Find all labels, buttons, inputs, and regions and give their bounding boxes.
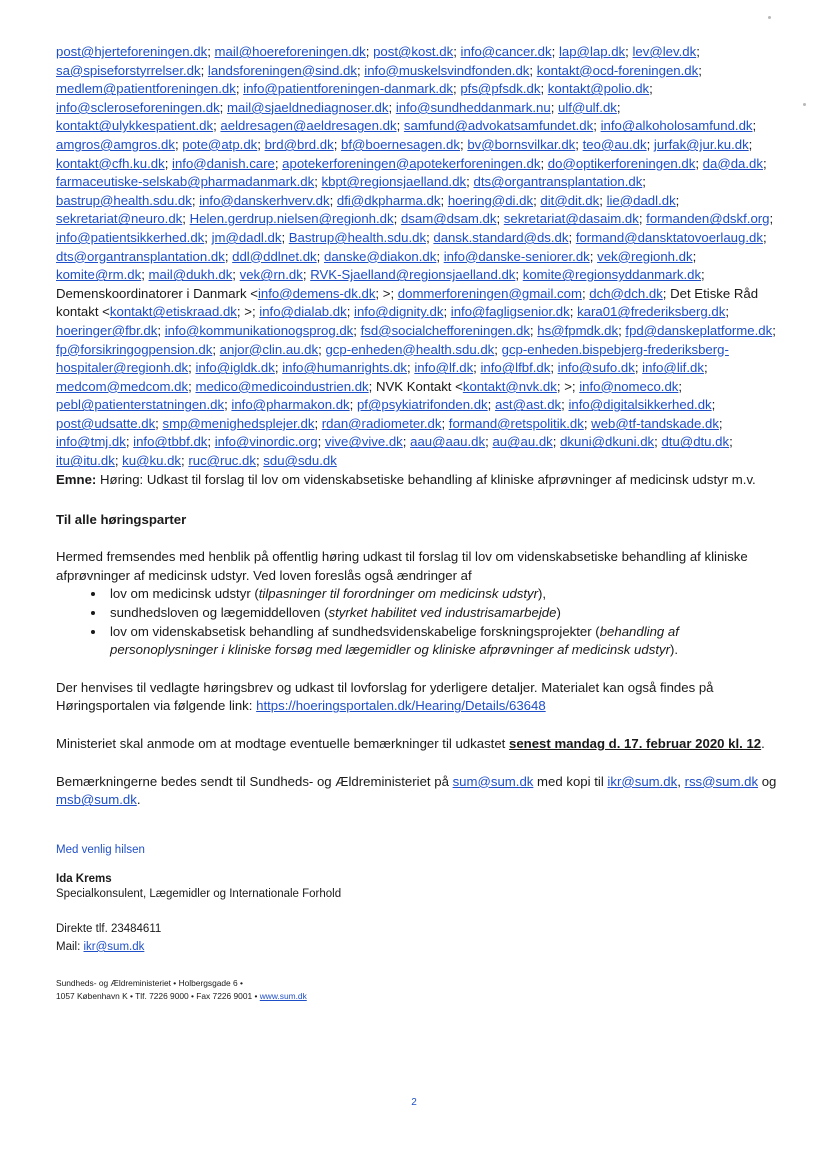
signer-mail: Mail: ikr@sum.dk [56,940,145,953]
recipient-email-link[interactable]: dtu@dtu.dk [661,434,730,450]
signer-name: Ida Krems [56,872,112,885]
subject-label: Emne: [56,471,97,487]
recipient-email-link[interactable]: kontakt@ulykkespatient.dk [56,118,214,134]
letter-page [56,43,778,1003]
recipient-email-link[interactable]: post@kost.dk [373,44,454,59]
recipient-email-link[interactable]: fp@forsikringogpension.dk [56,341,213,357]
recipient-email-link[interactable]: info@vinordic.org [214,434,318,450]
recipient-email-link[interactable]: web@tf-tandskade.dk [591,415,719,431]
recipient-email-link[interactable]: info@patientsikkerhed.dk [56,229,205,245]
list-item: • sundhedsloven og lægemiddelloven (styrket habilitet ved industrisamarbejde) [106,604,778,623]
intro-paragraph: Hermed fremsendes med henblik på offentlig høring udkast til forslag til lov om videnskabsetiske behandling af kliniske afprøvninger af medicinsk udstyr. Ved loven foreslås også ændringer af [56,549,748,583]
ikr-email-link[interactable]: ikr@sum.dk [607,773,678,789]
recipient-email-link[interactable]: info@kommunikationogsprog.dk [164,322,354,338]
recipient-email-link[interactable]: samfund@advokatsamfundet.dk [403,118,594,134]
recipient-email-link[interactable]: mail@sjaeldnediagnoser.dk [227,99,389,115]
recipient-email-link[interactable]: info@digitalsikkerhed.dk [568,397,712,413]
recipient-email-link[interactable]: komite@regionsyddanmark.dk [522,267,702,283]
recipient-email-link[interactable]: Helen.gerdrup.nielsen@regionh.dk [189,211,394,227]
recipient-email-link[interactable]: ast@ast.dk [494,397,562,413]
recipient-email-link[interactable]: vek@regionh.dk [597,248,693,264]
recipient-email-link[interactable]: smp@menighedsplejer.dk [162,415,315,431]
recipient-email-link[interactable]: kontakt@ocd-foreningen.dk [536,62,699,78]
recipient-email-link[interactable]: jm@dadl.dk [211,229,282,245]
reference-paragraph: Der henvises til vedlagte høringsbrev og udkast til lovforslag for yderligere detaljer. Materialet kan også findes på Høringsportalen via følgende link: https://hoeringsportalen.dk/Hearing/Details/63648 [56,679,714,714]
ministry-footer: Sundheds- og Ældreministeriet • Holbergsgade 6 • 1057 København K • Tlf. 7226 9000 • Fax 7226 9001 • www.sum.dk [56,977,307,1001]
list-item: • lov om medicinsk udstyr (tilpasninger til forordninger om medicinsk udstyr), [106,585,778,604]
recipient-email-link[interactable]: info@dignity.dk [354,304,444,320]
recipient-email-link[interactable]: komite@rm.dk [56,267,142,283]
recipient-email-link[interactable]: gcp-enheden@health.sdu.dk [325,341,495,357]
recipient-email-link[interactable]: apotekerforeningen@apotekerforeningen.dk [282,155,541,171]
recipient-email-link[interactable]: fpd@danskeplatforme.dk [625,322,773,338]
recipient-email-link[interactable]: mail@hoereforeningen.dk [214,44,366,59]
recipient-email-link[interactable]: dts@organtransplantation.dk [56,248,225,264]
recipient-email-link[interactable]: medcom@medcom.dk [56,378,189,394]
recipient-email-link[interactable]: sekretariat@dasaim.dk [503,211,639,227]
page-number: 2 [411,1097,417,1108]
recipient-email-link[interactable]: info@pharmakon.dk [231,397,350,413]
recipient-email-link[interactable]: formand@retspolitik.dk [448,415,584,431]
recipient-email-link[interactable]: lie@dadl.dk [606,192,676,208]
recipient-email-link[interactable]: anjor@clin.au.dk [219,341,319,357]
recipient-email-link[interactable]: dch@dch.dk [589,285,663,301]
recipient-email-link[interactable]: ddl@ddlnet.dk [232,248,317,264]
recipient-email-link[interactable]: info@lf.dk [414,360,474,376]
submission-paragraph: Bemærkningerne bedes sendt til Sundheds- og Ældreministeriet på sum@sum.dk med kopi til ikr@sum.dk, rss@sum.dk og msb@sum.dk. [56,773,777,808]
recipient-email-link[interactable]: do@optikerforeningen.dk [547,155,696,171]
signer-email-link[interactable]: ikr@sum.dk [83,940,145,953]
recipient-email-link[interactable]: bf@boernesagen.dk [341,136,460,152]
recipient-email-link[interactable]: gcp-enheden.bispebjerg-frederiksberg-hospitaler@regionh.dk [56,341,729,376]
recipient-email-link[interactable]: info@danish.care [172,155,275,171]
recipient-email-link[interactable]: RVK-Sjaelland@regionsjaelland.dk [310,267,516,283]
recipient-email-link[interactable]: info@sundheddanmark.nu [395,99,551,115]
recipient-email-link[interactable]: info@sufo.dk [557,360,635,376]
recipient-email-link[interactable]: pote@atp.dk [182,136,258,152]
recipient-email-link[interactable]: lev@lev.dk [632,44,697,59]
recipient-email-link[interactable]: kontakt@nvk.dk [462,378,557,394]
recipient-email-link[interactable]: sa@spiseforstyrrelser.dk [56,62,201,78]
recipient-email-link[interactable]: landsforeningen@sind.dk [207,62,357,78]
recipient-email-link[interactable]: dts@organtransplantation.dk [473,174,643,190]
recipient-email-link[interactable]: info@nomeco.dk [579,378,679,394]
recipient-email-link[interactable]: info@patientforeningen-danmark.dk [243,81,454,97]
recipient-email-link[interactable]: da@da.dk [702,155,763,171]
recipient-email-link[interactable]: medico@medicoindustrien.dk [195,378,369,394]
list-item: • lov om videnskabsetisk behandling af sundhedsvidenskabelige forskningsprojekter (behandling af personoplysninger i kliniske forsøg med lægemidler og kliniske afprøvninger af medicinsk udstyr). [106,623,778,660]
recipient-email-link[interactable]: hs@fpmdk.dk [537,322,619,338]
recipient-email-link[interactable]: dfi@dkpharma.dk [336,192,441,208]
recipient-email-link[interactable]: bv@bornsvilkar.dk [467,136,576,152]
recipient-email-link[interactable]: dit@dit.dk [540,192,600,208]
recipient-email-link[interactable]: info@demens-dk.dk [257,285,376,301]
sum-email-link[interactable]: sum@sum.dk [452,773,534,789]
recipient-email-link[interactable]: pfs@pfsdk.dk [460,81,541,97]
recipient-email-link[interactable]: kontakt@polio.dk [547,81,650,97]
recipient-email-link[interactable]: ulf@ulf.dk [558,99,617,115]
recipient-email-link[interactable]: kontakt@cfh.ku.dk [56,155,165,171]
recipient-email-link[interactable]: farmaceutiske-selskab@pharmadanmark.dk [56,174,315,190]
recipient-email-link[interactable]: hoering@di.dk [447,192,534,208]
recipient-email-link[interactable]: kbpt@regionsjaelland.dk [321,174,467,190]
recipient-email-link[interactable]: danske@diakon.dk [323,248,437,264]
rss-email-link[interactable]: rss@sum.dk [684,773,759,789]
recipient-email-link[interactable]: vek@rn.dk [239,267,303,283]
recipient-email-link[interactable]: kara01@frederiksberg.dk [577,304,726,320]
recipient-email-link[interactable]: info@tbbf.dk [133,434,208,450]
recipient-email-link[interactable]: info@danske-seniorer.dk [443,248,590,264]
recipient-email-link[interactable]: info@lfbf.dk [480,360,551,376]
recipient-email-link[interactable]: rdan@radiometer.dk [321,415,442,431]
recipient-email-link[interactable]: bastrup@health.sdu.dk [56,192,192,208]
recipient-email-link[interactable]: info@igldk.dk [195,360,275,376]
recipient-email-link[interactable]: info@scleroseforeningen.dk [56,99,220,115]
recipient-email-link[interactable]: Bastrup@health.sdu.dk [288,229,427,245]
recipient-email-link[interactable]: brd@brd.dk [264,136,334,152]
recipient-email-link[interactable]: info@fagligsenior.dk [450,304,570,320]
signer-phone: Direkte tlf. 23484611 [56,922,162,935]
recipient-label: Det Etiske Råd kontakt < [56,285,759,320]
recipient-email-link[interactable]: info@muskelsvindfonden.dk [364,62,530,78]
recipient-email-link[interactable]: dommerforeningen@gmail.com [397,285,582,301]
hearing-portal-link[interactable]: https://hoeringsportalen.dk/Hearing/Details/63648 [256,698,546,714]
recipient-email-link[interactable]: dkuni@dkuni.dk [560,434,655,450]
recipient-label: > [244,304,252,320]
msb-email-link[interactable]: msb@sum.dk [56,792,137,808]
recipient-label: > [564,378,572,394]
recipient-email-link[interactable]: info@lif.dk [642,360,704,376]
recipient-email-link[interactable]: kontakt@etiskraad.dk [109,304,237,320]
recipient-email-link[interactable]: formanden@dskf.org [646,211,770,227]
recipient-email-link[interactable]: itu@itu.dk [56,453,115,469]
recipient-email-link[interactable]: info@dialab.dk [259,304,347,320]
closing-greeting: Med venlig hilsen [56,843,145,856]
recipient-email-link[interactable]: teo@au.dk [582,136,647,152]
recipient-email-link[interactable]: au@au.dk [492,434,553,450]
recipient-label: NVK Kontakt < [375,378,463,394]
recipient-email-link[interactable]: aeldresagen@aeldresagen.dk [220,118,397,134]
recipient-label: > [382,285,391,301]
recipient-email-link[interactable]: info@tmj.dk [56,434,126,450]
recipient-email-link[interactable]: lap@lap.dk [558,44,626,59]
recipient-email-link[interactable]: post@udsatte.dk [56,415,156,431]
subject-line [56,471,778,490]
recipient-email-link[interactable]: aau@aau.dk [410,434,486,450]
signer-title: Specialkonsulent, Lægemidler og Internationale Forhold [56,887,342,900]
recipient-email-link[interactable]: sekretariat@neuro.dk [56,211,183,227]
recipient-email-link[interactable]: info@alkoholosamfund.dk [600,118,753,134]
recipient-email-link[interactable]: post@hjerteforeningen.dk [56,44,208,59]
recipient-list: post@hjerteforeningen.dk; mail@hoereforeningen.dk; post@kost.dk; info@cancer.dk; lap@lap.dk; lev@lev.dk; sa@spiseforstyrrelser.dk; landsforeningen@sind.dk; info@muskelsvindfonden.dk; kontakt@ocd-foreningen.dk; medlem@patientforeningen.dk; info@patientforeningen-danmark.dk; pfs@pfsdk.dk; kontakt@polio.dk; info@scleroseforeningen.dk; mail@sjaeldnediagnoser.dk; info@sundheddanmark.nu; ulf@ulf.dk; kontakt@ulykkespatient.dk; aeldresagen@aeldresagen.dk; samfund@advokatsamfundet.dk; info@alkoholosamfund.dk; amgros@amgros.dk; pote@atp.dk; brd@brd.dk; bf@boernesagen.dk; bv@bornsvilkar.dk; teo@au.dk; jurfak@jur.ku.dk; kontakt@cfh.ku.dk; info@danish.care; apotekerforeningen@apotekerforeningen.dk; do@optikerforeningen.dk; da@da.dk; farmaceutiske-selskab@pharmadanmark.dk; kbpt@regionsjaelland.dk; dts@organtransplantation.dk; bastrup@health.sdu.dk; info@danskerhverv.dk; dfi@dkpharma.dk; hoering@di.dk; dit@dit.dk; lie@dadl.dk; sekretariat@neuro.dk; Helen.gerdrup.nielsen@regionh.dk; dsam@dsam.dk; sekretariat@dasaim.dk; formanden@dskf.org; info@patientsikkerhed.dk; jm@dadl.dk; Bastrup@health.sdu.dk; dansk.standard@ds.dk; formand@dansktatovoerlaug.dk; dts@organtransplantation.dk; ddl@ddlnet.dk; danske@diakon.dk; info@danske-seniorer.dk; vek@regionh.dk; komite@rm.dk; mail@dukh.dk; vek@rn.dk; RVK-Sjaelland@regionsjaelland.dk; komite@regionsyddanmark.dk; Demenskoordinatorer i Danmark <info@demens-dk.dk; >; dommerforeningen@gmail.com; dch@dch.dk; Det Etiske Råd kontakt <kontakt@etiskraad.dk; >; info@dialab.dk; info@dignity.dk; info@fagligsenior.dk; kara01@frederiksberg.dk; hoeringer@fbr.dk; info@kommunikationogsprog.dk; fsd@socialchefforeningen.dk; hs@fpmdk.dk; fpd@danskeplatforme.dk; fp@forsikringogpension.dk; anjor@clin.au.dk; gcp-enheden@health.sdu.dk; gcp-enheden.bispebjerg-frederiksberg-hospitaler@regionh.dk; info@igldk.dk; info@humanrights.dk; info@lf.dk; info@lfbf.dk; info@sufo.dk; info@lif.dk; medcom@medcom.dk; medico@medicoindustrien.dk; NVK Kontakt <kontakt@nvk.dk; >; info@nomeco.dk; pebl@patienterstatningen.dk; info@pharmakon.dk; pf@psykiatrifonden.dk; ast@ast.dk; info@digitalsikkerhed.dk; post@udsatte.dk; smp@menighedsplejer.dk; rdan@radiometer.dk; formand@retspolitik.dk; web@tf-tandskade.dk; info@tmj.dk; info@tbbf.dk; info@vinordic.org; vive@vive.dk; aau@aau.dk; au@au.dk; dkuni@dkuni.dk; dtu@dtu.dk; itu@itu.dk; ku@ku.dk; ruc@ruc.dk; sdu@sdu.dk [56,44,776,469]
recipient-email-link[interactable]: dansk.standard@ds.dk [433,229,569,245]
recipient-email-link[interactable]: ruc@ruc.dk [188,453,256,469]
recipient-email-link[interactable]: medlem@patientforeningen.dk [56,81,236,97]
recipient-email-link[interactable]: pebl@patienterstatningen.dk [56,397,225,413]
recipient-email-link[interactable]: jurfak@jur.ku.dk [653,136,749,152]
scan-speck [768,16,771,19]
recipient-email-link[interactable]: info@cancer.dk [460,44,552,59]
recipient-email-link[interactable]: fsd@socialchefforeningen.dk [360,322,530,338]
deadline-date: senest mandag d. 17. februar 2020 kl. 12 [509,736,762,751]
recipient-email-link[interactable]: ku@ku.dk [122,453,182,469]
recipient-email-link[interactable]: vive@vive.dk [324,434,403,450]
scan-speck [803,103,806,106]
subject-text: Høring: Udkast til forslag til lov om videnskabsetiske behandling af kliniske afprøvninger af medicinsk udstyr m.v. [99,471,756,487]
recipient-email-link[interactable]: mail@dukh.dk [148,267,233,283]
salutation-heading: Til alle høringsparter [56,512,187,528]
recipient-email-link[interactable]: formand@dansktatovoerlaug.dk [575,229,763,245]
recipient-email-link[interactable]: amgros@amgros.dk [56,136,175,152]
recipient-email-link[interactable]: sdu@sdu.dk [263,453,337,469]
recipient-email-link[interactable]: info@humanrights.dk [282,360,407,376]
recipient-email-link[interactable]: info@danskerhverv.dk [199,192,330,208]
deadline-paragraph: Ministeriet skal anmode om at modtage eventuelle bemærkninger til udkastet senest mandag d. 17. februar 2020 kl. 12. [56,736,765,751]
recipient-email-link[interactable]: pf@psykiatrifonden.dk [356,397,488,413]
ministry-website-link[interactable]: www.sum.dk [259,990,307,1001]
amendments-list [56,585,778,659]
recipient-email-link[interactable]: hoeringer@fbr.dk [56,322,158,338]
recipient-label: Demenskoordinatorer i Danmark < [56,285,258,301]
recipient-email-link[interactable]: dsam@dsam.dk [400,211,497,227]
